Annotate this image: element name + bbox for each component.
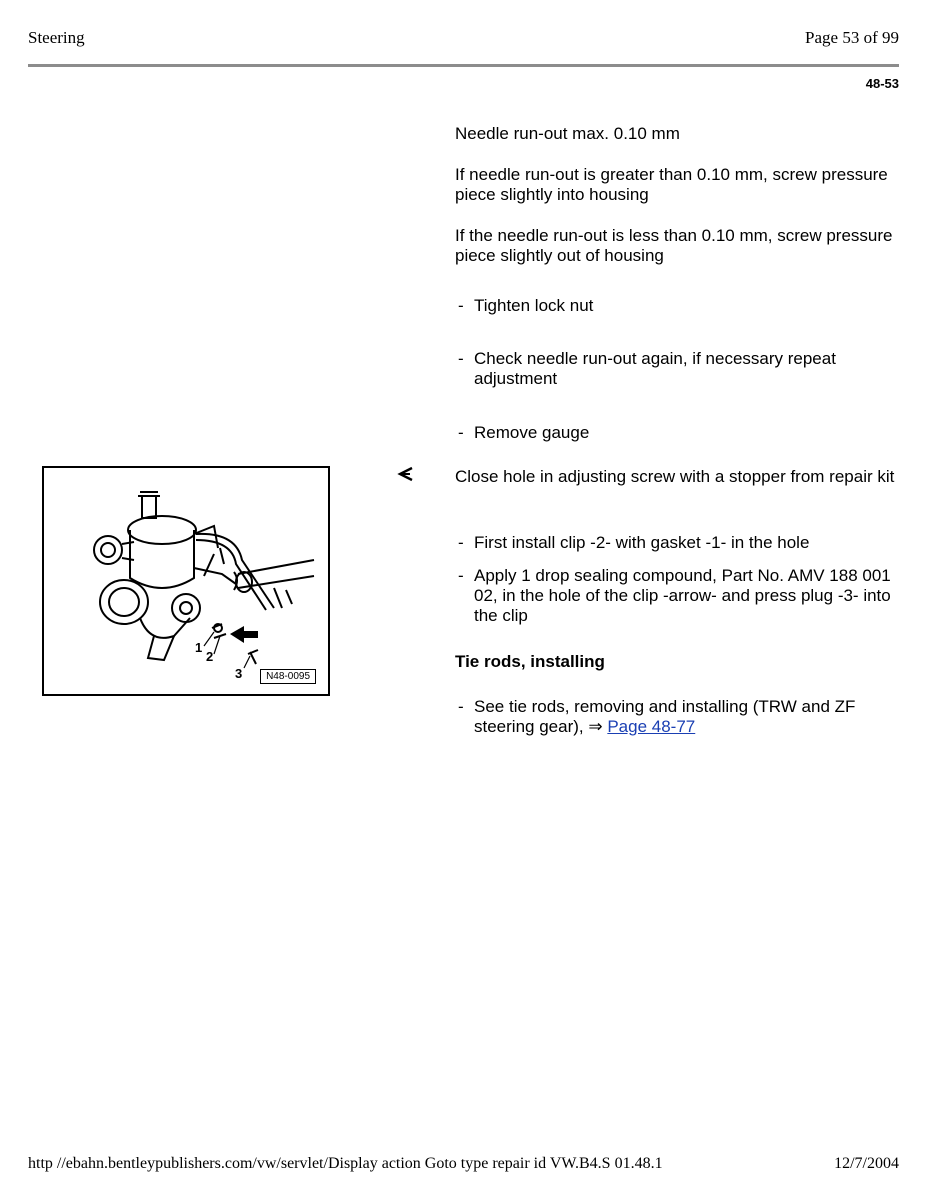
step-text: Remove gauge <box>474 423 590 442</box>
dash-marker: - <box>458 533 464 552</box>
dash-marker: - <box>458 296 464 315</box>
step-remove-gauge <box>455 423 895 443</box>
dash-marker: - <box>458 697 464 716</box>
figure-pointer-icon <box>397 466 415 482</box>
step-apply-sealing <box>455 566 895 626</box>
footer-date: 12/7/2004 <box>834 1155 899 1172</box>
step-see-tie-rods <box>455 697 895 737</box>
step-text: Check needle run-out again, if necessary repeat adjustment <box>474 349 836 388</box>
callout-2: 2 <box>206 649 214 664</box>
callout-3: 3 <box>235 666 243 681</box>
callout-1: 1 <box>195 640 203 655</box>
step-text: Tighten lock nut <box>474 296 594 315</box>
dash-marker: - <box>458 566 464 585</box>
footer-url: http //ebahn.bentleypublishers.com/vw/servlet/Display action Goto type repair id VW.B4.S 01.48.1 <box>28 1155 663 1172</box>
paragraph-runout-less: If the needle run-out is less than 0.10 mm, screw pressure piece slightly out of housing <box>455 226 893 265</box>
paragraph-close-hole: Close hole in adjusting screw with a stopper from repair kit <box>455 467 895 486</box>
page-48-77-link[interactable]: Page 48-77 <box>607 717 696 736</box>
steering-gear-illustration <box>44 468 328 694</box>
paragraph-needle-runout: Needle run-out max. 0.10 mm <box>455 124 680 143</box>
section-heading-tie-rods: Tie rods, installing <box>455 652 605 671</box>
steering-gear-figure <box>42 466 330 696</box>
header-divider <box>28 64 899 67</box>
dash-marker: - <box>458 349 464 368</box>
figure-code-label: N48-0095 <box>260 669 316 684</box>
reference-arrow-icon: ⇒ <box>588 717 603 736</box>
paragraph-runout-greater: If needle run-out is greater than 0.10 mm, screw pressure piece slightly into housing <box>455 165 888 204</box>
step-check-runout <box>455 349 895 389</box>
step-text: See tie rods, removing and installing (TRW and ZF steering gear), <box>474 697 856 736</box>
header-section-title: Steering <box>28 28 85 47</box>
step-text: First install clip -2- with gasket -1- in the hole <box>474 533 810 552</box>
dash-marker: - <box>458 423 464 442</box>
page-reference: 48-53 <box>865 76 899 91</box>
step-text: Apply 1 drop sealing compound, Part No. AMV 188 001 02, in the hole of the clip -arrow- and press plug -3- into the clip <box>474 566 891 625</box>
header-page-number: Page 53 of 99 <box>805 28 899 47</box>
step-install-clip <box>455 533 895 553</box>
step-tighten-lock-nut <box>455 296 895 316</box>
